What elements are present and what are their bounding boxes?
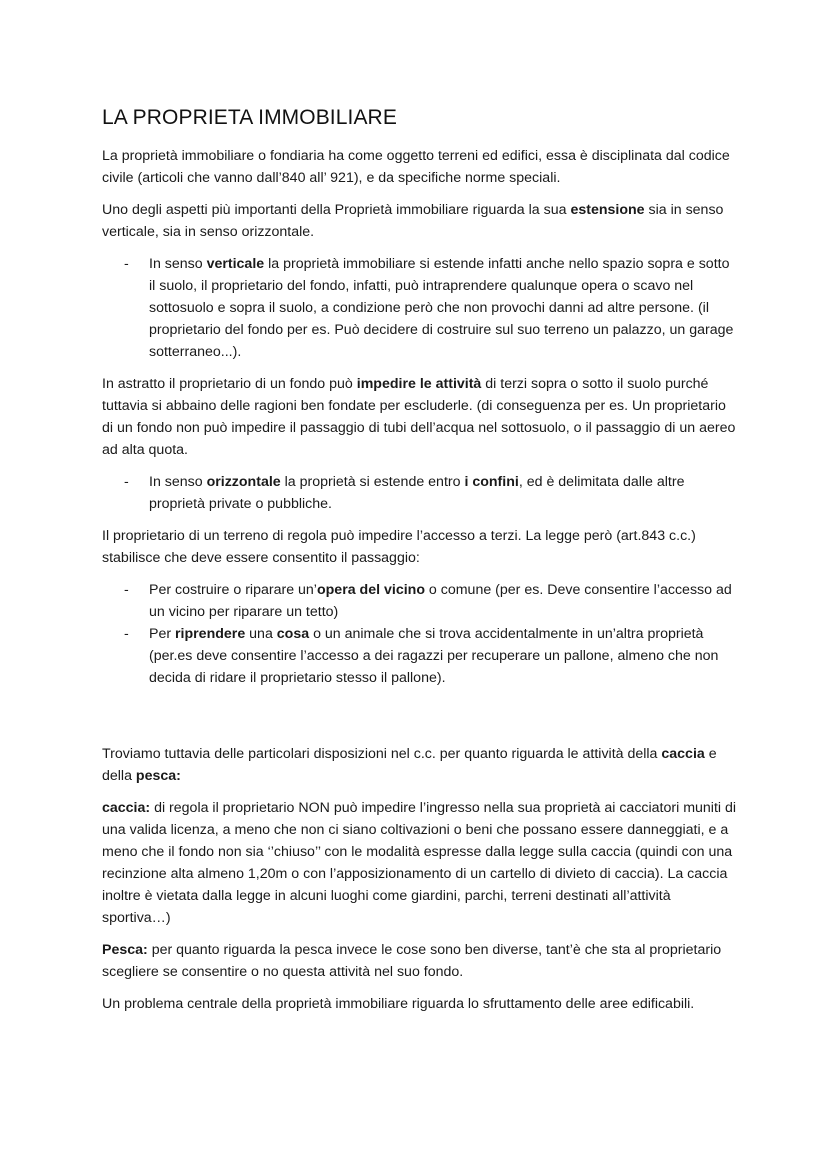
access-paragraph: Il proprietario di un terreno di regola può impedire l’accesso a terzi. La legge però (art.843 c.c.) stabilisce che deve essere consentito il passaggio:	[102, 528, 696, 566]
text-span: la proprietà immobiliare si estende infatti anche nello spazio sopra e sotto il suolo, il proprietario del fondo, infatti, può intraprendere qualunque opera o scavo nel sottosuolo e sopra il suolo, a condizione però che non provochi danni ad altre persone. (il proprietario del fondo per es. Può decidere di costruire sul suo terreno un palazzo, un garage sotterraneo...).	[149, 256, 734, 360]
bold-term-pesca: pesca:	[135, 768, 181, 784]
text-span: o un animale che si trova accidentalmente in un’altra proprietà (per.es deve consentire l’accesso a dei ragazzi per recuperare un pallone, almeno che non decida di ridare il proprietario stesso il pallone).	[149, 626, 719, 686]
text-span: e della	[102, 746, 717, 784]
text-span: Uno degli aspetti più importanti della Proprietà immobiliare riguarda la sua	[102, 202, 571, 218]
bold-term-confini: i confini	[464, 474, 519, 490]
spacer	[102, 699, 738, 743]
dash-bullet: -	[124, 474, 129, 490]
bold-term-riprendere: riprendere	[175, 626, 246, 642]
text-span: Per costruire o riparare un’	[149, 582, 317, 598]
dash-bullet: -	[124, 582, 129, 598]
bold-term-verticale: verticale	[206, 256, 265, 272]
hunting-paragraph	[102, 797, 738, 929]
text-span: per quanto riguarda la pesca invece le cose sono ben diverse, tant’è che sta al proprietario scegliere se consentire o no questa attività nel suo fondo.	[102, 942, 722, 980]
text-span: In astratto il proprietario di un fondo può	[102, 376, 357, 392]
text-span: , ed è delimitata dalle altre proprietà private o pubbliche.	[149, 474, 685, 512]
text-span: Per	[149, 626, 176, 642]
list-item-riprendere	[102, 623, 738, 689]
text-span: la proprietà si estende entro	[280, 474, 465, 490]
page-title: LA PROPRIETA IMMOBILIARE	[102, 106, 397, 129]
bullet-list-vertical	[102, 253, 738, 363]
bold-term-opera: opera del vicino	[316, 582, 425, 598]
bold-term-cosa: cosa	[276, 626, 310, 642]
bold-label-caccia: caccia:	[102, 800, 151, 816]
bold-term-impedire: impedire le attività	[356, 376, 482, 392]
text-span: una	[245, 626, 277, 642]
fishing-paragraph	[102, 939, 738, 983]
text-span: In senso	[149, 256, 207, 272]
document-page	[102, 106, 738, 1025]
dash-bullet: -	[124, 626, 129, 642]
list-item-vertical	[102, 253, 738, 363]
text-span: di terzi sopra o sotto il suolo purché tuttavia si abbaino delle ragioni ben fondate per escluderle. (di conseguenza per es. Un proprietario di un fondo non può impedire il passaggio di tubi dell’acqua nel sottosuolo, o il passaggio di un aereo ad alta quota.	[102, 376, 736, 458]
text-span: di regola il proprietario NON può impedire l’ingresso nella sua proprietà ai cacciatori muniti di una valida licenza, a meno che non ci siano coltivazioni o beni che possano essere danneggiati, e a meno che il fondo non sia ‘’chiuso’’ con le modalità espresse dalla legge sulla caccia (quindi con una recinzione alta almeno 1,20m o con l’apposizionamento di un cartello di divieto di caccia). La caccia inoltre è vietata dalla legge in alcuni luoghi come giardini, parchi, terreni destinati all’attività sportiva…)	[102, 800, 737, 926]
bold-term-estensione: estensione	[570, 202, 645, 218]
bullet-list-horizontal	[102, 471, 738, 515]
extension-paragraph	[102, 199, 738, 243]
text-span: Troviamo tuttavia delle particolari disposizioni nel c.c. per quanto riguarda le attività della	[102, 746, 662, 762]
bold-term-orizzontale: orizzontale	[206, 474, 281, 490]
list-item-opera	[102, 579, 738, 623]
bold-term-caccia: caccia	[661, 746, 705, 762]
bold-label-pesca: Pesca:	[102, 942, 148, 958]
text-span: sia in senso verticale, sia in senso orizzontale.	[102, 202, 724, 240]
closing-paragraph: Un problema centrale della proprietà immobiliare riguarda lo sfruttamento delle aree edificabili.	[102, 996, 695, 1012]
intro-paragraph: La proprietà immobiliare o fondiaria ha come oggetto terreni ed edifici, essa è disciplinata dal codice civile (articoli che vanno dall’840 all’ 921), e da specifiche norme speciali.	[102, 148, 730, 186]
list-item-horizontal	[102, 471, 738, 515]
activities-paragraph	[102, 373, 738, 461]
text-span: In senso	[149, 474, 207, 490]
dash-bullet: -	[124, 256, 129, 272]
text-span: o comune (per es. Deve consentire l’accesso ad un vicino per riparare un tetto)	[149, 582, 732, 620]
dispositions-paragraph	[102, 743, 738, 787]
bullet-list-passage	[102, 579, 738, 689]
